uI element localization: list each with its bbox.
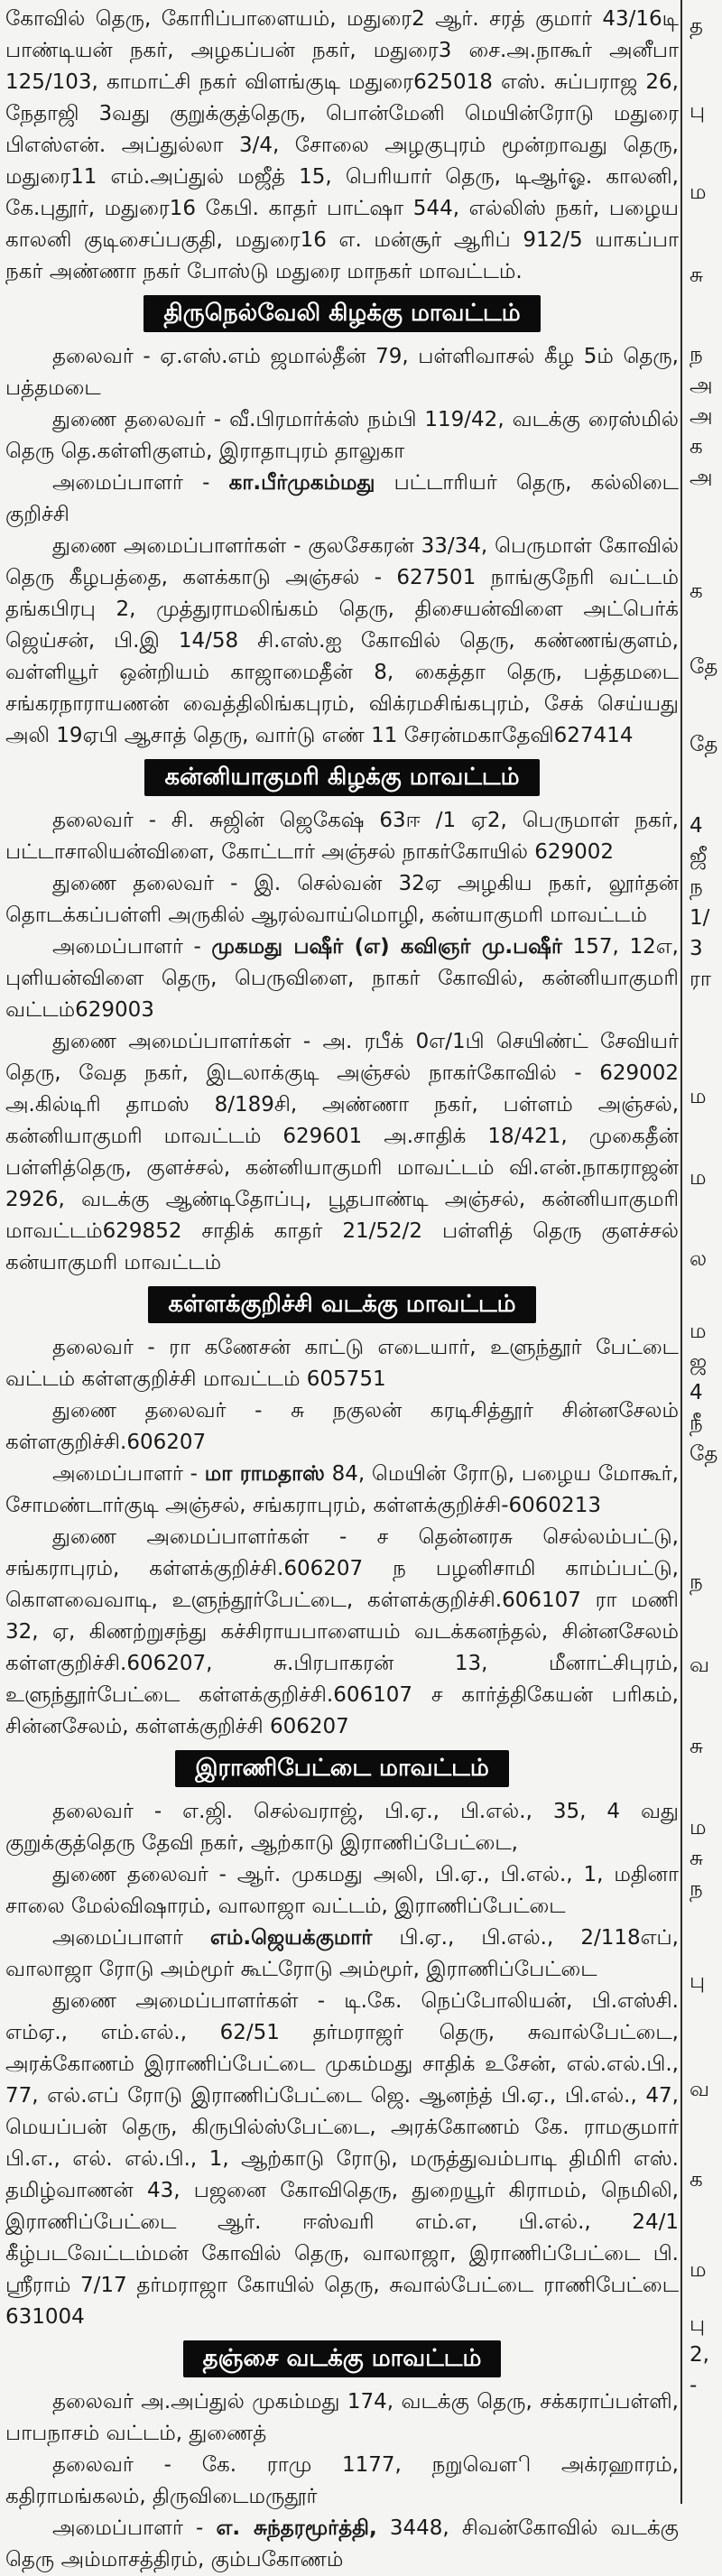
section-kanyakumari-east bbox=[5, 759, 679, 1279]
text-fragment: ம bbox=[690, 1816, 707, 1839]
office-bearer-paragraph bbox=[5, 468, 679, 531]
office-bearer-paragraph bbox=[5, 931, 679, 1026]
office-bearer-paragraph: துணை அமைப்பாளர்கள் - குலசேகரன் 33/34, பெருமாள் கோவில் தெரு கீழபத்தை, களக்காடு அஞ்சல் - 627501 நாங்குநேரி வட்டம் தங்கபிரபு 2, முத்துராமலிங்கம் தெரு, திசையன்விளை அட்பெர்க் ஜெய்சன், பி.இ 14/58 சி.எஸ்.ஐ கோவில் தெரு, கண்ணங்குளம், வள்ளியூர் ஒன்றியம் காஜாமைதீன் 8, கைத்தா தெரு, பத்தமடை சங்கரநாராயணன் வைத்திலிங்கபுரம், விக்ரமசிங்கபுரம், சேக் செய்யது அலி 19ஏபி ஆசாத் தெரு, வார்டு எண் 11 சேரன்மகாதேவி627414 bbox=[5, 534, 679, 747]
section-kallakurichi-north bbox=[5, 1286, 679, 1743]
text-fragment: அ bbox=[690, 466, 713, 489]
text-fragment: தே bbox=[690, 655, 718, 679]
text-fragment: வ bbox=[690, 2078, 710, 2101]
section-tirunelveli-east bbox=[5, 295, 679, 752]
text-fragment: ம bbox=[690, 1085, 707, 1108]
organizer-address: பி.ஏ., பி.எல்., 2/118எப், வாலாஜா ரோடு அம்மூர் கூட்ரோடு அம்மூர், இராணிப்பேட்டை bbox=[5, 1926, 679, 1981]
office-bearer-paragraph: துணை அமைப்பாளர்கள் - டி.கே. நெப்போலியன், பி.எஸ்சி. எம்ஏ., எம்.எல்., 62/51 தர்மராஜா் தெரு, சுவால்பேட்டை, அரக்கோணம் இராணிப்பேட்டை முகம்மது சாதிக் உசேன், எல்.எல்.பி., 77, எல்.எப் ரோடு இராணிப்பேட்டை ஜெ. ஆனந்த் பி.ஏ., பி.எல்., 47, மெயப்பன் தெரு, கிருபில்ஸ்பேட்டை, அரக்கோணம் கே. ராமகுமார் பி.எ., எல். எல்.பி., 1, ஆற்காடு ரோடு, மருத்துவம்பாடி திமிரி எஸ். தமிழ்வாணன் 43, பஜனை கோவிதெரு, துறையூர் கிராமம், நெமிலி, இராணிப்பேட்டை ஆர். ஈஸ்வரி எம்.எ, பி.எல்., 24/1 கீழ்படவேட்டம்மன் கோவில் தெரு, வாலாஜா, இராணிப்பேட்டை பி. ஸ்ரீராம் 7/17 தர்மராஜா கோயில் தெரு, சுவால்பேட்டை ராணிபேட்டை 631004 bbox=[5, 1989, 679, 2329]
text-fragment: 4 bbox=[690, 1381, 703, 1404]
office-bearer-paragraph: துணை தலைவர் - ஆர். முகமது அலி, பி.ஏ., பி.எல்., 1, மதினா சாலை மேல்விஷாரம், வாலாஜா வட்டம், இராணிப்பேட்டை bbox=[5, 1863, 679, 1918]
text-fragment: வ bbox=[690, 1654, 710, 1677]
text-fragment: பு bbox=[690, 1969, 706, 1993]
organizer-name: எ. சுந்தரமூர்த்தி, bbox=[216, 2516, 377, 2540]
office-bearer-paragraph: துணை அமைப்பாளர்கள் - அ. ரபீக் 0எ/1பி செயிண்ட் சேவியர் தெரு, வேத நகர், இடலாக்குடி அஞ்சல் நாகர்கோவில் - 629002 அ.கில்டிரி தாமஸ் 8/189சி, அண்ணா நகர், பள்ளம் அஞ்சல், கன்னியாகுமரி மாவட்டம் 629601 அ.சாதிக் 18/421, முகைதீன் பள்ளித்தெரு, குளச்சல், கன்னியாகுமரி மாவட்டம் வி.என்.நாகராஜன் 2926, வடக்கு ஆண்டிதோப்பு, பூதபாண்டி அஞ்சல், கன்னியாகுமரி மாவட்டம்629852 சாதிக் காதர் 21/52/2 பள்ளித் தெரு குளச்சல் கன்யாகுமரி மாவட்டம் bbox=[5, 1030, 679, 1274]
role-label: அமைப்பாளர் - bbox=[52, 2516, 217, 2540]
text-fragment: ம bbox=[690, 181, 707, 204]
text-fragment: 4 bbox=[690, 814, 703, 838]
text-fragment: க bbox=[690, 579, 703, 603]
organizer-address: பட்டாரியர் தெரு, கல்லிடை குறிச்சி bbox=[5, 471, 679, 526]
organizer-name: முகமது பஷீர் (எ) கவிஞர் மு.பஷீர் bbox=[211, 935, 562, 959]
text-fragment: 1/ bbox=[690, 906, 710, 930]
office-bearer-paragraph: துணை தலைவர் - சு நகுலன் கரடிசித்தூர் சின்னசேலம் கள்ளகுறிச்சி.606207 bbox=[5, 1399, 679, 1454]
section-header: கன்னியாகுமரி கிழக்கு மாவட்டம் bbox=[144, 759, 539, 796]
section-header: இராணிபேட்டை மாவட்டம் bbox=[175, 1750, 509, 1787]
office-bearer-paragraph: துணை தலைவர் - வீ.பிரமார்க்ஸ் நம்பி 119/42, வடக்கு ரைஸ்மில் தெரு தெ.கள்ளிகுளம், இராதாபுரம் தாலுகா bbox=[5, 408, 679, 463]
text-fragment: பு bbox=[690, 2312, 706, 2336]
text-fragment: சு bbox=[690, 264, 704, 287]
office-bearer-paragraph bbox=[5, 2513, 679, 2576]
text-fragment: ந bbox=[690, 1877, 703, 1901]
role-label: அமைப்பாளர் bbox=[52, 1926, 210, 1950]
text-fragment: ம bbox=[690, 1320, 707, 1343]
office-bearer-paragraph bbox=[5, 1459, 679, 1522]
column-divider bbox=[680, 0, 682, 2504]
text-fragment: அ bbox=[690, 404, 713, 428]
text-fragment: ஜீ bbox=[690, 845, 708, 868]
office-bearer-paragraph: துணை தலைவர் - இ. செல்வன் 32ஏ அழகிய நகர், லூர்தன் தொடக்கப்பள்ளி அருகில் ஆரல்வாய்மொழி, கன்யாகுமரி மாவட்டம் bbox=[5, 872, 679, 927]
section-header: திருநெல்வேலி கிழக்கு மாவட்டம் bbox=[143, 295, 540, 332]
office-bearer-paragraph: தலைவர் அ.அப்துல் முகம்மது 174, வடக்கு தெரு, சக்கராப்பள்ளி, பாபநாசம் வட்டம், துணைத் bbox=[5, 2390, 679, 2445]
office-bearer-paragraph: தலைவர் - சி. சுஜின் ஜெகேஷ் 63ஈ /1 ஏ2, பெருமாள் நகர், பட்டாசாலியன்விளை, கோட்டார் அஞ்சல் நாகர்கோயில் 629002 bbox=[5, 809, 679, 864]
text-fragment: க bbox=[690, 435, 703, 459]
text-fragment: அ bbox=[690, 374, 713, 397]
organizer-address: 84, மெயின் ரோடு, பழைய மோகூர், சோமண்டார்குடி அஞ்சல், சங்கராபுரம், கள்ளக்குறிச்சி-6060213 bbox=[5, 1462, 679, 1517]
text-fragment: சு bbox=[690, 1847, 704, 1870]
text-fragment: க bbox=[690, 2168, 703, 2191]
text-fragment: 2, bbox=[690, 2343, 709, 2367]
text-fragment: ந bbox=[690, 1571, 703, 1594]
text-fragment: த bbox=[690, 14, 703, 38]
text-fragment: நீ bbox=[690, 1412, 703, 1435]
adjacent-column-fragments bbox=[686, 0, 722, 2504]
text-fragment: ல bbox=[690, 1247, 708, 1271]
text-fragment: - bbox=[690, 2374, 698, 2397]
organizer-address: 3448, சிவன்கோவில் வடக்கு தெரு அம்மாசத்திரம், கும்பகோணம் bbox=[5, 2516, 679, 2571]
office-bearer-paragraph bbox=[5, 1923, 679, 1986]
text-fragment: தே bbox=[690, 733, 718, 756]
main-column bbox=[5, 0, 679, 2576]
organizer-address: 157, 12எ, புளியன்விளை தெரு, பெருவிளை, நாகர் கோவில், கன்னியாகுமரி வட்டம்629003 bbox=[5, 935, 679, 1022]
text-fragment: ம bbox=[690, 1166, 707, 1190]
organizer-name: மா ராமதாஸ் bbox=[204, 1462, 325, 1486]
role-label: அமைப்பாளர் - bbox=[52, 471, 229, 495]
office-bearer-paragraph: தலைவர் - ஏ.எஸ்.எம் ஜமால்தீன் 79, பள்ளிவாசல் கீழ 5ம் தெரு, பத்தமடை bbox=[5, 345, 679, 400]
role-label: அமைப்பாளர் - bbox=[52, 935, 212, 959]
text-fragment: ம bbox=[690, 2258, 707, 2282]
text-fragment: ரா bbox=[690, 968, 711, 991]
text-fragment: ந bbox=[690, 343, 703, 366]
organizer-name: எம்.ஜெயக்குமார் bbox=[209, 1926, 373, 1950]
office-bearer-paragraph: துணை அமைப்பாளர்கள் - ச தென்னரசு செல்லம்பட்டு, சங்கராபுரம், கள்ளக்குறிச்சி.606207 ந பழனிசாமி காம்ப்பட்டு, கொளவைவாடி, உளுந்தூர்பேட்டை, கள்ளக்குறிச்சி.606107 ரா மணி 32, ஏ, கிணற்றுசந்து கச்சிராயபாளையம் வடக்கனந்தல், சின்னசேலம் கள்ளகுறிச்சி.606207, சு.பிரபாகரன் 13, மீனாட்சிபுரம், உளுந்தூர்பேட்டை கள்ளக்குறிச்சி.606107 ச கார்த்திகேயன் பரிகம், சின்னசேலம், கள்ளக்குறிச்சி 606207 bbox=[5, 1525, 679, 1738]
continuation-paragraph: கோவில் தெரு, கோரிப்பாளையம், மதுரை2 ஆர். சரத் குமார் 43/16டி பாண்டியன் நகர், அழகப்பன் நகர், மதுரை3 சை.அ.நாகூர் அனீபா 125/103, காமாட்சி நகர் விளங்குடி மதுரை625018 எஸ். சுப்பராஜ 26, நேதாஜி 3வது குறுக்குத்தெரு, பொன்மேனி மெயின்ரோடு மதுரை பிஎஸ்என். அப்துல்லா 3/4, சோலை அழகுபுரம் மூன்றாவது தெரு, மதுரை11 எம்.அப்துல் மஜீத் 15, பெரியார் தெரு, டிஆர்ஓ. காலனி, கே.புதூர், மதுரை16 கேபி. காதர் பாட்ஷா 544, எல்லிஸ் நகர், பழைய காலனி குடிசைப்பகுதி, மதுரை16 எ. மன்சூர் ஆரிப் 912/5 யாகப்பா நகர் அண்ணா நகர் போஸ்டு மதுரை மாநகர் மாவட்டம். bbox=[5, 7, 679, 283]
office-bearer-paragraph: தலைவர் - ரா கணேசன் காட்டு எடையார், உளுந்தூர் பேட்டை வட்டம் கள்ளகுறிச்சி மாவட்டம் 605751 bbox=[5, 1336, 679, 1391]
text-fragment: சு bbox=[690, 1735, 704, 1758]
text-fragment: ந bbox=[690, 876, 703, 899]
section-header: கள்ளக்குறிச்சி வடக்கு மாவட்டம் bbox=[148, 1286, 535, 1323]
office-bearer-paragraph: தலைவர் - கே. ராமு 1177, நறுவௌி அக்ரஹாரம், கதிராமங்கலம், திருவிடைமருதூர் bbox=[5, 2453, 679, 2508]
section-header: தஞ்சை வடக்கு மாவட்டம் bbox=[183, 2340, 502, 2377]
section-ranipet bbox=[5, 1750, 679, 2333]
role-label: அமைப்பாளர் - bbox=[52, 1462, 205, 1486]
office-bearer-paragraph: தலைவர் - எ.ஜி. செல்வராஜ், பி.ஏ., பி.எல்., 35, 4 வது குறுக்குத்தெரு தேவி நகர், ஆற்காடு இராணிப்பேட்டை, bbox=[5, 1800, 679, 1855]
text-fragment: 3 bbox=[690, 937, 703, 960]
organizer-name: கா.பீர்முகம்மது bbox=[228, 471, 375, 495]
text-fragment: தே bbox=[690, 1442, 718, 1466]
text-fragment: பு bbox=[690, 99, 706, 123]
section-thanjavur-north bbox=[5, 2340, 679, 2576]
text-fragment: ஜ bbox=[690, 1350, 708, 1374]
